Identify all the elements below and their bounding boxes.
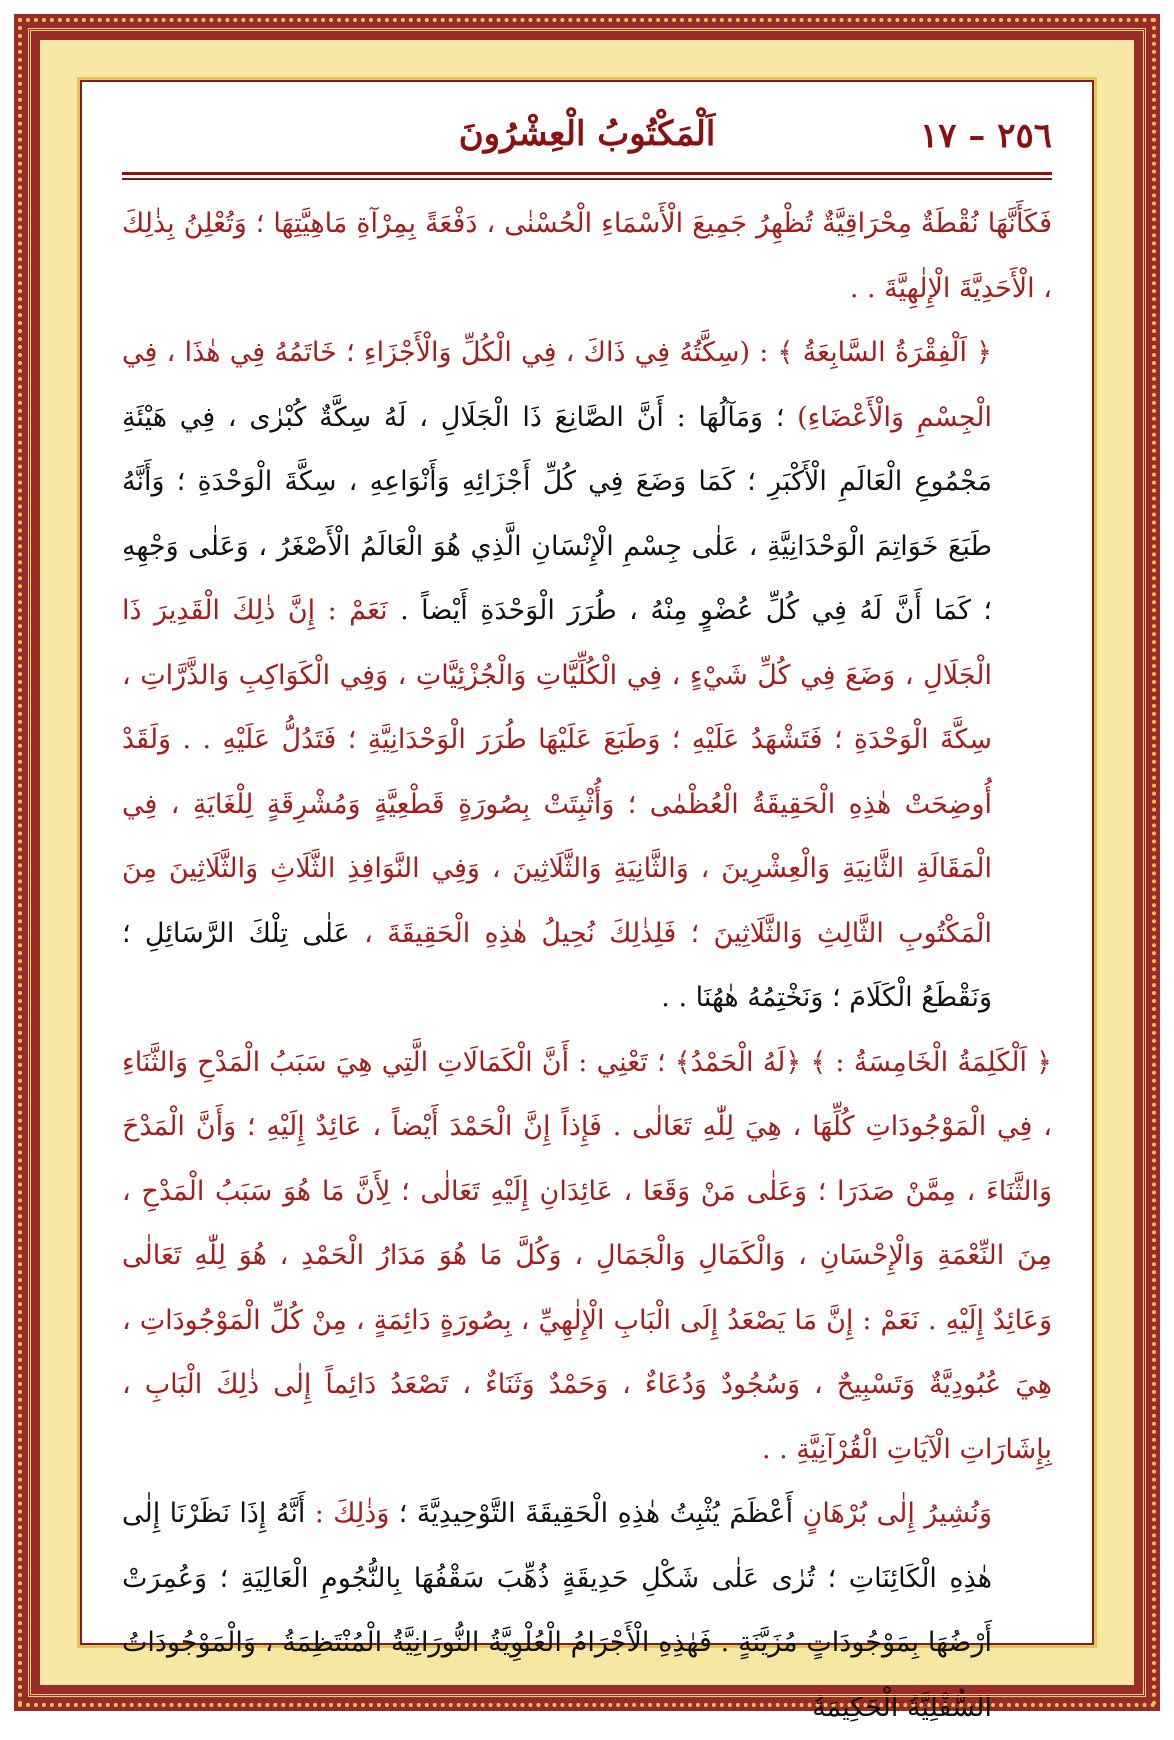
header-rule-thin [122,178,1052,180]
text-segment: عَلٰى تِلْكَ الرَّسَائِلِ ؛ وَنَقْطَعُ الْكَلَامَ ؛ وَنَخْتِمُهُ هٰهُنَا . . [122,917,992,1013]
text-segment: ﴿ اَلْكَلِمَةُ الْخَامِسَةُ : ﴾ ﴿لَهُ الْحَمْدُ﴾ ؛ تَعْنِي : أَنَّ الْكَمَالَاتِ الَّتِي هِيَ سَبَبُ الْمَدْحِ وَالثَّنَاءِ ، فِي الْمَوْجُودَاتِ كُلِّهَا ، هِيَ لِلّٰهِ تَعَالٰى . فَإِذاً إِنَّ الْحَمْدَ أَيْضاً ، عَائِدٌ إِلَيْهِ ؛ وَأَنَّ الْمَدْحَ وَالثَّنَاءَ ، مِمَّنْ صَدَرَا ؛ وَعَلٰى مَنْ وَقَعَا ، عَائِدَانِ إِلَيْهِ تَعَالٰى ؛ لِأَنَّ مَا هُوَ سَبَبُ الْمَدْحِ ، مِنَ النِّعْمَةِ وَالْإِحْسَانِ ، وَالْكَمَالِ وَالْجَمَالِ ، وَكُلَّ مَا هُوَ مَدَارُ الْحَمْدِ ، هُوَ لِلّٰهِ تَعَالٰى وَعَائِدٌ إِلَيْهِ . نَعَمْ : إِنَّ مَا يَصْعَدُ إِلَى الْبَابِ الْإِلٰهِيِّ ، بِصُورَةٍ دَائِمَةٍ ، مِنْ كُلِّ الْمَوْجُودَاتِ ، هِيَ عُبُودِيَّةٌ وَتَسْبِيحٌ ، وَسُجُودٌ وَدُعَاءٌ ، وَحَمْدٌ وَثَنَاءٌ ، تَصْعَدُ دَائِماً إِلٰى ذٰلِكَ الْبَابِ ، بِإِشَارَاتِ الْآيَاتِ الْقُرْآنِيَّةِ . . [122,1046,1052,1465]
paragraph-3 [122,1031,1052,1483]
text-segment: وَذٰلِكَ : [314,1498,399,1529]
paragraph-2 [122,321,1052,1031]
page-body [80,80,1094,1723]
text-segment: ﴿ اَلْفِقْرَةُ السَّابِعَةُ ﴾ : (سِكَّتُهُ فِي ذَاكَ ، فِي الْكُلِّ وَالْأَجْزَاءِ ؛ خَاتَمُهُ فِي هٰذَا ، فِي الْجِسْمِ وَالْأَعْضَاءِ) [122,337,993,433]
text-segment: وَنُشِيرُ إِلٰى بُرْهَانٍ [802,1498,992,1529]
page-text [122,192,1052,1723]
page-number: ٢٥٦ – ١٧ [919,116,1052,156]
paragraph-1 [122,192,1052,321]
text-segment: نَعَمْ : إِنَّ ذٰلِكَ الْقَدِيرَ ذَا الْجَلَالِ ، وَضَعَ فِي كُلِّ شَيْءٍ ، فِي الْكُلِّيَّاتِ وَالْجُزْئِيَّاتِ ، وَفِي الْكَوَاكِبِ وَالذَّرَّاتِ ، سِكَّةَ الْوَحْدَةِ ؛ فَتَشْهَدُ عَلَيْهِ ؛ وَطَبَعَ عَلَيْهَا طُرَرَ الْوَحْدَانِيَّةِ ؛ فَتَدُلُّ عَلَيْهِ . . وَلَقَدْ أُوضِحَتْ هٰذِهِ الْحَقِيقَةُ الْعُظْمٰى ؛ وَأُثْبِتَتْ بِصُورَةٍ قَطْعِيَّةٍ وَمُشْرِقَةٍ لِلْغَايَةِ ، فِي الْمَقَالَةِ الثَّانِيَةِ وَالْعِشْرِينَ ، وَالثَّانِيَةِ وَالثَّلَاثِينَ ، وَفِي النَّوَافِذِ الثَّلَاثِ وَالثَّلَاثِينَ مِنَ الْمَكْتُوبِ الثَّالِثِ وَالثَّلَاثِينَ ؛ فَلِذٰلِكَ نُحِيلُ هٰذِهِ الْحَقِيقَةَ ، [122,595,992,949]
text-segment: ؛ وَمَآلُهَا : أَنَّ الصَّانِعَ ذَا الْجَلَالِ ، لَهُ سِكَّةٌ كُبْرٰى ، فِي هَيْئَةِ مَجْمُوعِ الْعَالَمِ الْأَكْبَرِ ؛ كَمَا وَضَعَ فِي كُلِّ أَجْزَائِهِ وَأَنْوَاعِهِ ، سِكَّةَ الْوَحْدَةِ ؛ وَأَنَّهُ طَبَعَ خَوَاتِمَ الْوَحْدَانِيَّةِ ، عَلٰى جِسْمِ الْإِنْسَانِ الَّذِي هُوَ الْعَالَمُ الْأَصْغَرُ ، وَعَلٰى وَجْهِهِ ؛ كَمَا أَنَّ لَهُ فِي كُلِّ عُضْوٍ مِنْهُ ، طُرَرَ الْوَحْدَةِ أَيْضاً . [122,401,992,626]
text-segment: أَنَّهُ إِذَا نَظَرْنَا إِلٰى هٰذِهِ الْكَائِنَاتِ ؛ تُرٰى عَلٰى شَكْلِ حَدِيقَةٍ ذُهِّبَ سَقْفُهَا بِالنُّجُومِ الْعَالِيَةِ ؛ وَعُمِرَتْ أَرْضُهَا بِمَوْجُودَاتٍ مُزَيَّنَةٍ . فَهٰذِهِ الْأَجْرَامُ الْعُلْوِيَّةُ النُّورَانِيَّةُ الْمُنْتَظِمَةُ ، وَالْمَوْجُودَاتُ السُّفْلِيَّةُ الْحَكِيمَةُ [122,1498,992,1723]
paragraph-4 [122,1482,1052,1740]
text-segment: فَكَأَنَّهَا نُقْطَةٌ مِحْرَاقِيَّةٌ تُظْهِرُ جَمِيعَ الْأَسْمَاءِ الْحُسْنٰى ، دَفْعَةً بِمِرْآةِ مَاهِيَّتِهَا ؛ وَتُعْلِنُ بِذٰلِكَ ، الْأَحَدِيَّةَ الْإِلٰهِيَّةَ . . [122,208,1052,304]
header-rule [122,172,1052,175]
page-header [122,104,1052,166]
page-title: اَلْمَكْتُوبُ الْعِشْرُونَ [458,114,716,154]
page-border [14,14,1160,1723]
text-segment: أَعْظَمَ يُثْبِتُ هٰذِهِ الْحَقِيقَةَ التَّوْحِيدِيَّةَ ؛ [398,1498,803,1529]
